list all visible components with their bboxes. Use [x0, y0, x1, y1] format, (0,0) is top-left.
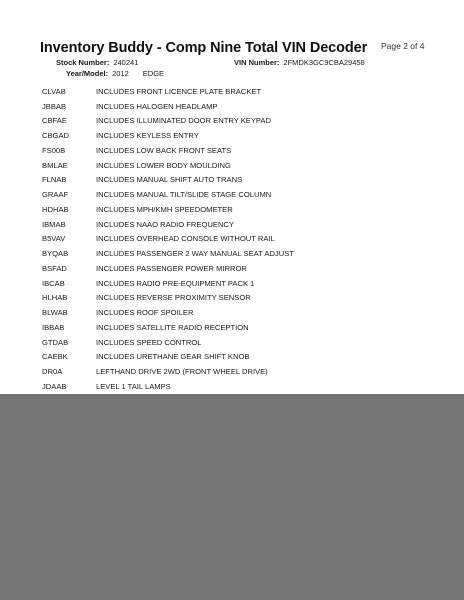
option-code: JDAAB — [42, 381, 67, 391]
stock-number-label: Stock Number: — [56, 58, 110, 67]
option-code: IBBAB — [42, 322, 65, 332]
option-description: INCLUDES FRONT LICENCE PLATE BRACKET — [96, 86, 262, 96]
option-description: INCLUDES SPEED CONTROL — [96, 337, 202, 347]
option-code: GTDAB — [42, 337, 69, 347]
option-description: LEFTHAND DRIVE 2WD (FRONT WHEEL DRIVE) — [96, 367, 268, 377]
redaction-block — [0, 394, 464, 600]
vin-number-label: VIN Number: — [234, 58, 280, 67]
option-row — [42, 379, 442, 394]
option-description: INCLUDES MANUAL SHIFT AUTO TRANS — [96, 175, 243, 185]
option-description: INCLUDES PASSENGER 2 WAY MANUAL SEAT ADJUST — [96, 249, 294, 259]
option-description: INCLUDES ILLUMINATED DOOR ENTRY KEYPAD — [96, 116, 271, 126]
option-row — [42, 246, 442, 261]
option-code: DR0A — [42, 367, 63, 377]
option-row — [42, 99, 442, 114]
option-code: CAEBK — [42, 352, 68, 362]
option-description: LEVEL 1 TAIL LAMPS — [96, 381, 171, 391]
option-code: GRAAF — [42, 190, 69, 200]
option-row — [42, 128, 442, 143]
option-description: INCLUDES HALOGEN HEADLAMP — [96, 101, 218, 111]
option-code: CBFAE — [42, 116, 67, 126]
option-description: INCLUDES KEYLESS ENTRY — [96, 131, 199, 141]
year-model-field — [66, 69, 164, 78]
option-description: INCLUDES NAAO RADIO FREQUENCY — [96, 219, 234, 229]
option-code: BSFAD — [42, 263, 67, 273]
option-code: B5VAV — [42, 234, 66, 244]
option-row — [42, 173, 442, 188]
option-code: CBGAD — [42, 131, 70, 141]
year-value: 2012 — [112, 69, 129, 78]
page-number: Page 2 of 4 — [381, 41, 425, 51]
option-row — [42, 350, 442, 365]
option-row — [42, 364, 442, 379]
option-code: CLVAB — [42, 86, 66, 96]
option-row — [42, 305, 442, 320]
option-description: INCLUDES LOWER BODY MOULDING — [96, 160, 231, 170]
option-code: BMLAE — [42, 160, 68, 170]
option-code: BYQAB — [42, 249, 69, 259]
vin-number-value: 2FMDK3GC9CBA29458 — [283, 58, 365, 67]
option-description: INCLUDES REVERSE PROXIMITY SENSOR — [96, 293, 251, 303]
option-row — [42, 114, 442, 129]
option-code: JBBAB — [42, 101, 67, 111]
option-description: INCLUDES RADIO PRE-EQUIPMENT PACK 1 — [96, 278, 255, 288]
option-code: BLWAB — [42, 308, 68, 318]
option-description: INCLUDES OVERHEAD CONSOLE WITHOUT RAIL — [96, 234, 275, 244]
option-row — [42, 320, 442, 335]
document-title: Inventory Buddy - Comp Nine Total VIN Decoder — [40, 40, 368, 56]
option-row — [42, 158, 442, 173]
option-description: INCLUDES SATELLITE RADIO RECEPTION — [96, 322, 249, 332]
stock-number-field — [56, 58, 138, 67]
model-value: EDGE — [142, 69, 165, 78]
option-row — [42, 217, 442, 232]
year-model-label: Year/Model: — [66, 69, 109, 78]
option-row — [42, 232, 442, 247]
option-row — [42, 187, 442, 202]
option-code: FS00B — [42, 145, 66, 155]
option-code: IBMAB — [42, 219, 66, 229]
option-code: HDHAB — [42, 204, 69, 214]
vin-number-field — [234, 58, 365, 67]
option-code: HLHAB — [42, 293, 68, 303]
option-row — [42, 84, 442, 99]
option-row — [42, 335, 442, 350]
option-description: INCLUDES LOW BACK FRONT SEATS — [96, 145, 232, 155]
option-row — [42, 143, 442, 158]
option-code: IBCAB — [42, 278, 65, 288]
option-code: FLNAB — [42, 175, 67, 185]
stock-number-value: 240241 — [113, 58, 139, 67]
option-description: INCLUDES URETHANE GEAR SHIFT KNOB — [96, 352, 250, 362]
option-description: INCLUDES MPH/KMH SPEEDOMETER — [96, 204, 233, 214]
option-row — [42, 291, 442, 306]
option-description: INCLUDES ROOF SPOILER — [96, 308, 194, 318]
option-row — [42, 261, 442, 276]
option-description: INCLUDES MANUAL TILT/SLIDE STAGE COLUMN — [96, 190, 272, 200]
option-description: INCLUDES PASSENGER POWER MIRROR — [96, 263, 247, 273]
option-row — [42, 202, 442, 217]
option-row — [42, 276, 442, 291]
